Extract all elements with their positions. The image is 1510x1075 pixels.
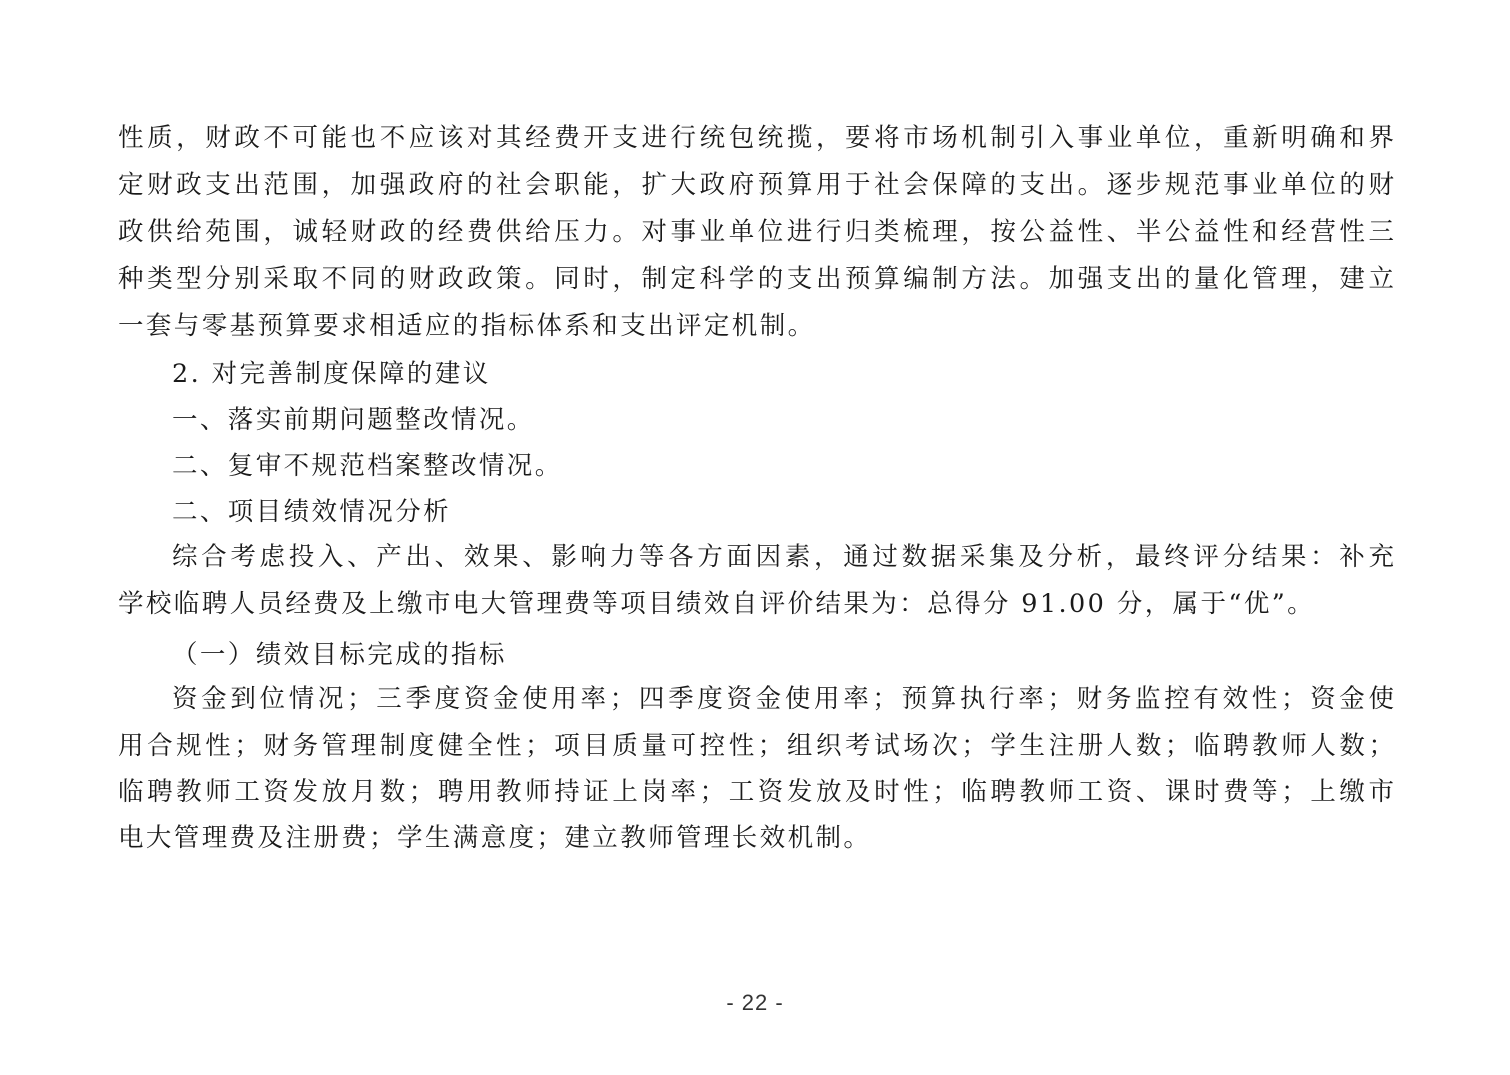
- paragraph-3-line-1: 资金到位情况；三季度资金使用率；四季度资金使用率；预算执行率；财务监控有效性；资金使: [172, 684, 1394, 714]
- paragraph-1-line-5: 一套与零基预算要求相适应的指标体系和支出评定机制。: [118, 311, 816, 341]
- paragraph-1-line-4: 种类型分别采取不同的财政政策。同时，制定科学的支出预算编制方法。加强支出的量化管理，建立: [118, 264, 1394, 294]
- paragraph-2-line-1: 综合考虑投入、产出、效果、影响力等各方面因素，通过数据采集及分析，最终评分结果：补充: [172, 542, 1394, 572]
- heading-suggestions: 2. 对完善制度保障的建议: [172, 359, 491, 389]
- page-number: - 22 -: [726, 990, 784, 1015]
- paragraph-3-line-2: 用合规性；财务管理制度健全性；项目质量可控性；组织考试场次；学生注册人数；临聘教师人数；: [118, 731, 1394, 761]
- paragraph-3-line-3: 临聘教师工资发放月数；聘用教师持证上岗率；工资发放及时性；临聘教师工资、课时费等；上缴市: [118, 777, 1394, 807]
- paragraph-1-line-2: 定财政支出范围，加强政府的社会职能，扩大政府预算用于社会保障的支出。逐步规范事业单位的财: [118, 170, 1394, 200]
- paragraph-3-line-4: 电大管理费及注册费；学生满意度；建立教师管理长效机制。: [118, 823, 872, 853]
- paragraph-1-line-1: 性质，财政不可能也不应该对其经费开支进行统包统揽，要将市场机制引入事业单位，重新明确和界: [118, 123, 1394, 153]
- section-heading-performance: 二、项目绩效情况分析: [172, 497, 452, 527]
- list-item-rectification: 一、落实前期问题整改情况。: [172, 405, 535, 435]
- paragraph-2-line-2: 学校临聘人员经费及上缴市电大管理费等项目绩效自评价结果为：总得分 91.00 分，属于“优”。: [118, 589, 1316, 619]
- list-item-archive-review: 二、复审不规范档案整改情况。: [172, 451, 563, 481]
- paragraph-1-line-3: 政供给苑围，诚轻财政的经费供给压力。对事业单位进行归类梳理，按公益性、半公益性和经营性三: [118, 217, 1394, 247]
- subsection-heading-indicators: （一）绩效目标完成的指标: [172, 640, 507, 670]
